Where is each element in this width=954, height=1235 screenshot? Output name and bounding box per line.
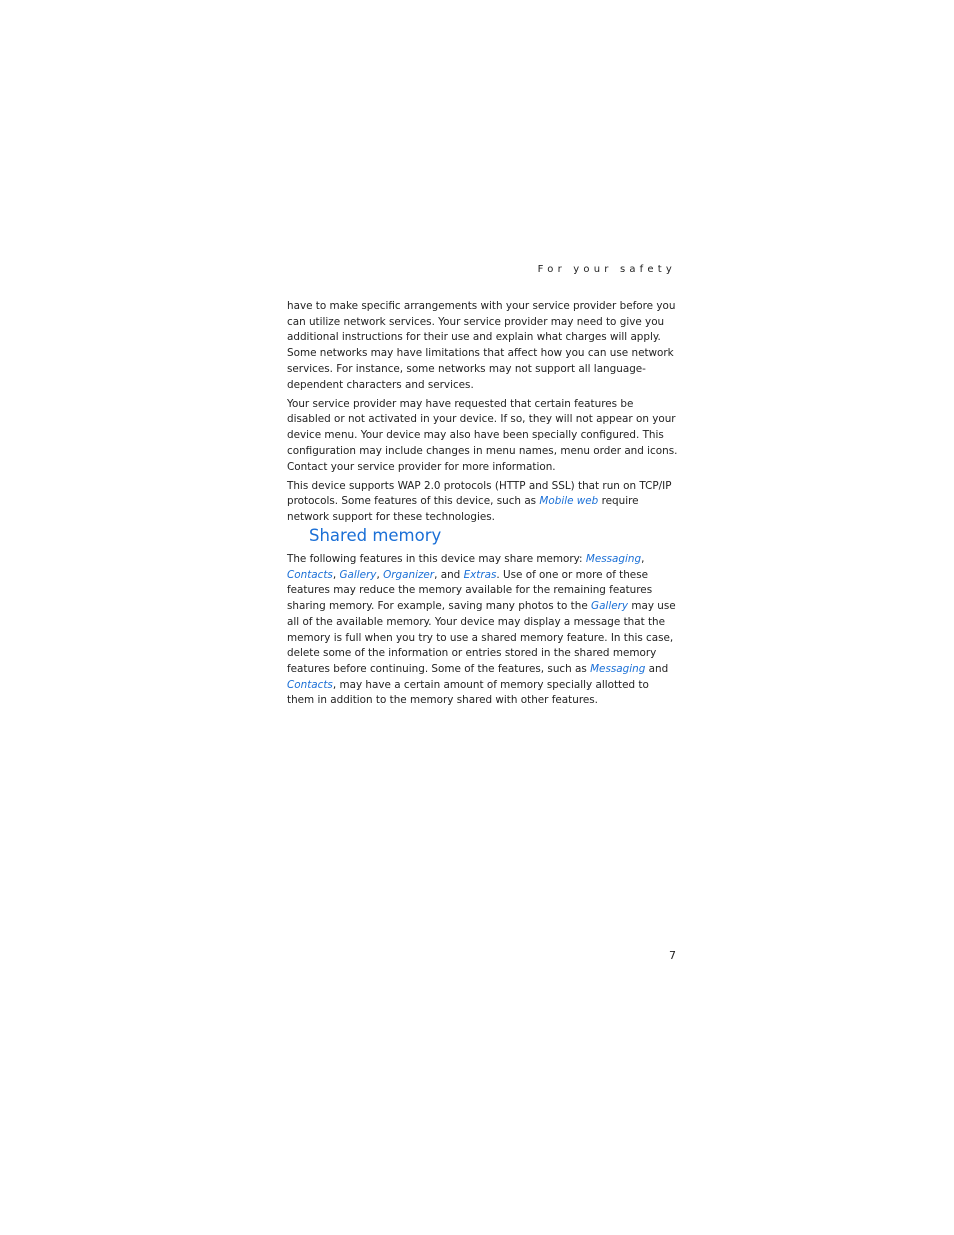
link-contacts-2[interactable]: Contacts: [287, 678, 333, 691]
link-messaging[interactable]: Messaging: [585, 553, 642, 565]
paragraph-shared-memory: [287, 552, 679, 709]
text-segment: , may have a certain amount of memory specially allotted to them in addition to the memory shared with other features.: [287, 678, 649, 707]
page-number: 7: [669, 949, 676, 962]
link-gallery[interactable]: Gallery: [339, 568, 377, 581]
link-contacts[interactable]: Contacts: [287, 568, 333, 581]
text-segment: . Use of one or more of these features may reduce the memory available for the remaining features sharing memory. For example, saving many photos to the: [287, 568, 653, 613]
running-header: For your safety: [537, 264, 676, 275]
paragraph-network-services: have to make specific arrangements with your service provider before you can utilize network services. Your service provider may need to give you additional instructions for their use and explain what charges will apply. Some networks may have limitations that affect how you can use network services. For instance, some networks may not support all language-dependent characters and services.: [287, 300, 676, 391]
text-segment: ,: [376, 568, 384, 581]
text-segment: , and: [434, 568, 464, 581]
text-segment: ,: [641, 553, 645, 565]
paragraph-device-configuration: Your service provider may have requested that certain features be disabled or not activated in your device. If so, they will not appear on your device menu. Your device may also have been specially configured. This configuration may include changes in menu names, menu order and icons. Contact your service provider for more information.: [287, 397, 678, 473]
intro-section: [287, 299, 679, 529]
paragraph-wap-protocols: [287, 479, 679, 526]
link-organizer[interactable]: Organizer: [383, 568, 435, 581]
link-gallery-2[interactable]: Gallery: [591, 600, 629, 613]
section-heading-shared-memory: Shared memory: [309, 526, 442, 545]
link-extras[interactable]: Extras: [463, 568, 497, 581]
text-segment: require network support for these technologies.: [287, 495, 639, 524]
text-segment: may use all of the available memory. Your device may display a message that the memory is full when you try to use a shared memory feature. In this case, delete some of the information or entries stored in the shared memory features before continuing. Some of the features, such as: [287, 600, 676, 675]
link-messaging-2[interactable]: Messaging: [590, 662, 646, 675]
link-mobile-web[interactable]: Mobile web: [539, 495, 599, 508]
shared-memory-section: [287, 552, 679, 713]
text-segment: ,: [332, 568, 340, 581]
text-segment: and: [645, 662, 669, 675]
text-segment: This device supports WAP 2.0 protocols (HTTP and SSL) that run on TCP/IP protocols. Some features of this device, such as: [287, 479, 672, 508]
text-segment: The following features in this device may share memory:: [287, 553, 586, 565]
